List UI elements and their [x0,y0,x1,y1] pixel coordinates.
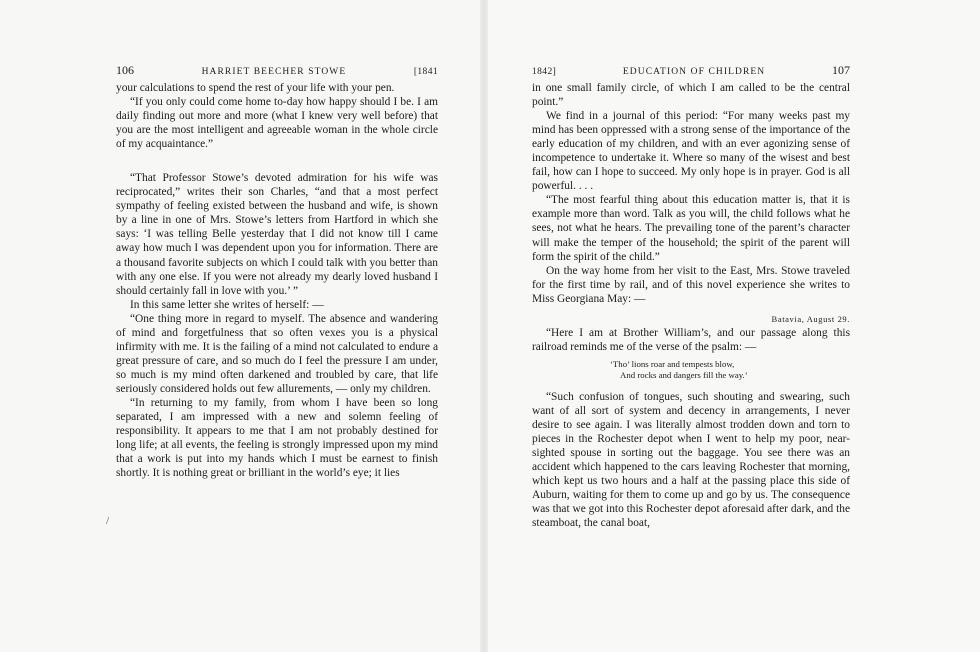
paragraph: In this same letter she writes of herself: — [130,298,324,311]
right-header-year: 1842] [532,67,557,77]
right-page-column [532,63,850,530]
right-page-body [532,81,850,530]
paragraph: “Such confusion of tongues, such shouting and swearing, such want of all sort of system and decency in arrangements, I never desire to see again. I was literally almost trodden down and torn to pieces in the Rochester depot when I went to help my poor, near-sighted spouse in sorting out the baggage. You see there was an accident which happened to the cars leaving Rochester that morning, which kept us two hours and a half at the passing place this side of Auburn, waiting for them to come up and go by us. The consequence was that we got into this Rochester depot aforesaid after dark, and the steamboat, the canal boat, [532,390,850,530]
paragraph: in one small family circle, of which I am called to be the central point.” [532,82,850,109]
paragraph: “That Professor Stowe’s devoted admiration for his wife was reciprocated,” writes their son Charles, “and that a most perfect sympathy of feeling existed between the husband and wife, is shown by a line in one of Mrs. Stowe’s letters from Hartford in which she says: ‘I was telling Belle yesterday that I did not know till I came away how much I was dependent upon you for information. There are a thousand favorite subjects on which I could talk with you better than with any one else. If you were not already my dearly loved husband I should certainly fall in love with you.’ ” [116,172,438,297]
verse-line: And rocks and dangers fill the way.’ [620,369,748,380]
letter-dateline: Batavia, August 29. [771,313,850,324]
right-page-number: 107 [831,63,850,77]
left-page-header [116,63,438,81]
right-page-header [532,63,850,81]
paragraph: On the way home from her visit to the East, Mrs. Stowe traveled for the first time by rail, and of this novel experience she writes to Miss Georgiana May: — [532,264,850,305]
paragraph: “One thing more in regard to myself. The absence and wandering of mind and forgetfulness that so often vexes you is a physical infirmity with me. It is the failing of a mind not calculated to endure a great pressure of care, and so much do I feel the pressure I am under, so much is my mind often darkened and troubled by care, that life seriously considered holds out few allurements, — only my children. [116,312,438,395]
paragraph: “If you only could come home to-day how happy should I be. I am daily finding out more and more (what I knew very well before) that you are the most intelligent and agreeable woman in the whole circle of my acquaintance.” [116,96,438,151]
paragraph: We find in a journal of this period: “For many weeks past my mind has been oppressed with a strong sense of the importance of the early education of my children, and with an ever agonizing sense of incompetence to undertake it. Where so many of the wisest and best fail, how can I hope to succeed. My only hope is in prayer. God is all powerful. . . . [532,110,850,193]
margin-pencil-mark: / [106,515,110,527]
right-running-title: EDUCATION OF CHILDREN [622,67,766,77]
left-running-title: HARRIET BEECHER STOWE [201,67,347,77]
left-page-body [116,81,438,480]
paragraph: “In returning to my family, from whom I have been so long separated, I am impressed with a new and solemn feeling of responsibility. It appears to me that I am not probably destined for long life; at all events, the feeling is strongly impressed upon my mind that a work is put into my hands which I must be earnest to finish shortly. It is nothing great or brilliant in the world’s eye; it lies [116,396,438,480]
paragraph: “Here I am at Brother William’s, and our passage along this railroad reminds me of the verse of the psalm: — [532,326,850,353]
verse-line: ‘Tho’ lions roar and tempests blow, [610,358,735,369]
left-page-column [116,63,438,480]
book-gutter [480,0,488,652]
paragraph: “The most fearful thing about this education matter is, that it is example more than word. Talk as you will, the child follows what he sees, not what he hears. The prevailing tone of the parent’s character will make the temper of the household; the spirit of the parent will form the spirit of the child.” [532,194,850,263]
verse-quote [532,359,850,381]
paragraph: your calculations to spend the rest of your life with your pen. [116,82,395,94]
left-header-year: [1841 [413,67,438,77]
left-page-number: 106 [116,63,134,77]
